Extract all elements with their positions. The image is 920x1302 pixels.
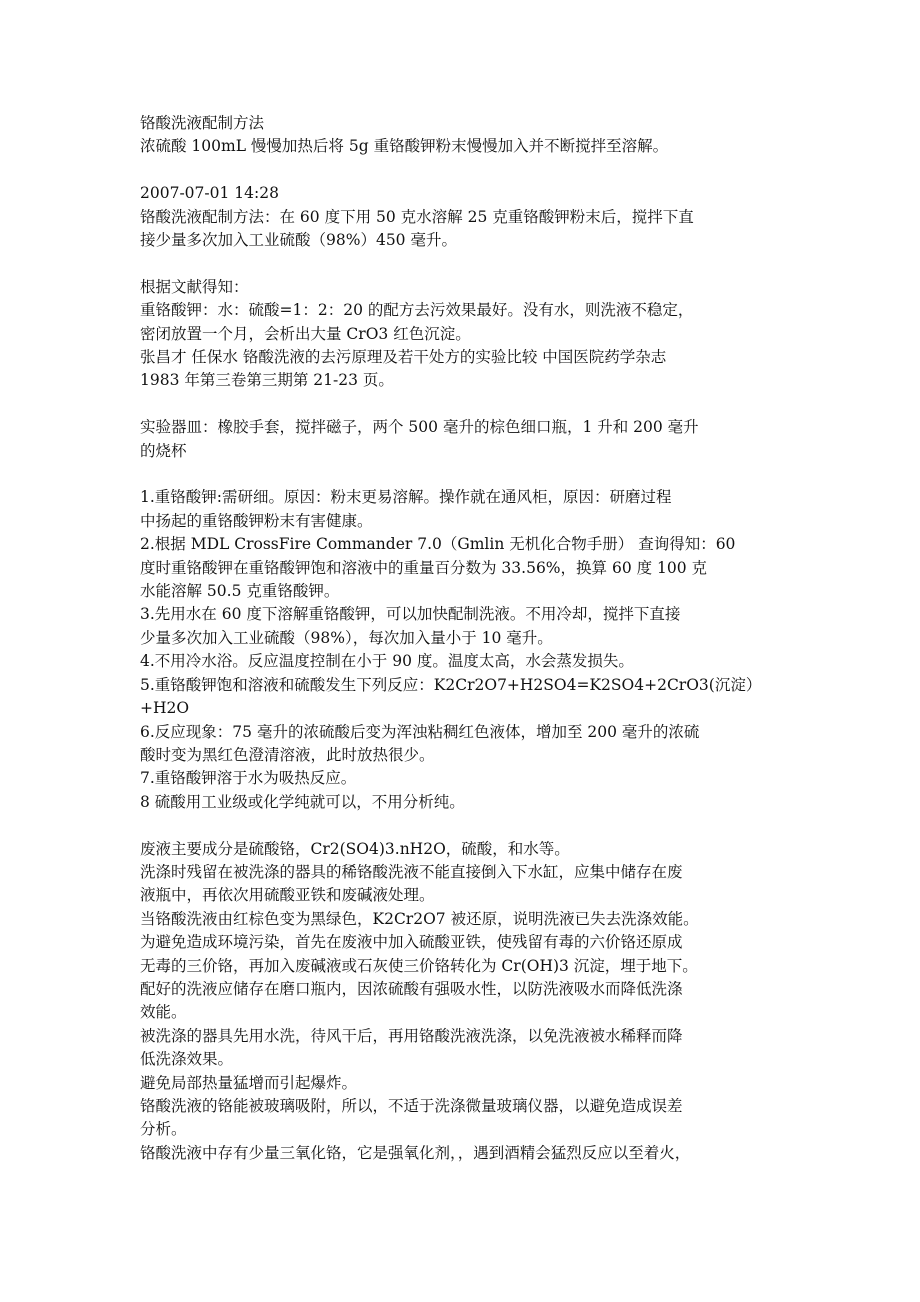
method-paragraph [140,206,786,253]
text-line: 铬酸洗液中存有少量三氧化铬，它是强氧化剂，，遇到酒精会猛烈反应以至着火， [140,1143,691,1162]
text-line: 被洗涤的器具先用水洗，待风干后，再用铬酸洗液洗涤，以免洗液被水稀释而降 [140,1026,683,1045]
text-line: 酸时变为黑红色澄清溶液，此时放热很少。 [140,745,435,764]
text-line: 实验器皿：橡胶手套，搅拌磁子，两个 500 毫升的棕色细口瓶，1 升和 200 毫升 [140,418,699,437]
text-line: 少量多次加入工业硫酸（98%），每次加入量小于 10 毫升。 [140,628,553,647]
text-line: 张昌才 任保水 铬酸洗液的去污原理及若干处方的实验比较 中国医院药学杂志 [140,348,667,367]
paragraph-gap [140,393,786,416]
intro-line: 浓硫酸 100mL 慢慢加热后将 5g 重铬酸钾粉末慢慢加入并不断搅拌至溶解。 [140,137,669,156]
text-line: 当铬酸洗液由红棕色变为黑绿色，K2Cr2O7 被还原，说明洗液已失去洗涤效能。 [140,909,699,928]
paragraph-gap [140,463,786,486]
text-line: 低洗涤效果。 [140,1050,234,1069]
text-line: 3.先用水在 60 度下溶解重铬酸钾，可以加快配制洗液。不用冷却，搅拌下直接 [140,605,681,624]
text-line: 重铬酸钾：水：硫酸=1：2：20 的配方去污效果最好。没有水，则洗液不稳定， [140,301,694,320]
text-line: 接少量多次加入工业硫酸（98%）450 毫升。 [140,231,457,250]
text-line: 配好的洗液应储存在磨口瓶内，因浓硫酸有强吸水性，以防洗液吸水而降低洗涤 [140,979,683,998]
text-line: 2.根据 MDL CrossFire Commander 7.0（Gmlin 无机化合物手册） 查询得知：60 [140,535,736,554]
literature-heading: 根据文献得知： [140,277,249,296]
text-line: 1.重铬酸钾:需研细。原因：粉末更易溶解。操作就在通风柜，原因：研磨过程 [140,488,672,507]
paragraph-gap [140,159,786,182]
text-line: 7.重铬酸钾溶于水为吸热反应。 [140,769,357,788]
text-line: 避免局部热量猛增而引起爆炸。 [140,1073,358,1092]
text-line: 为避免造成环境污染，首先在废液中加入硫酸亚铁，使残留有毒的六价铬还原成 [140,933,683,952]
text-line: 5.重铬酸钾饱和溶液和硫酸发生下列反应：K2Cr2O7+H2SO4=K2SO4+2CrO3(沉淀） [140,675,762,694]
steps-list [140,486,786,814]
text-line: 中扬起的重铬酸钾粉末有害健康。 [140,511,373,530]
text-line: 分析。 [140,1120,187,1139]
document-page [140,112,786,1165]
literature-paragraph [140,299,786,393]
text-line: 铬酸洗液配制方法：在 60 度下用 50 克水溶解 25 克重铬酸钾粉末后，搅拌下直 [140,207,694,226]
text-line: 度时重铬酸钾在重铬酸钾饱和溶液中的重量百分数为 33.56%，换算 60 度 100 克 [140,558,708,577]
text-line: 的烧杯 [140,441,187,460]
text-line: 液瓶中，再依次用硫酸亚铁和废碱液处理。 [140,886,435,905]
text-line: 1983 年第三卷第三期第 21-23 页。 [140,371,394,390]
text-line: 密闭放置一个月，会析出大量 CrO3 红色沉淀。 [140,324,471,343]
waste-paragraph [140,838,786,1166]
paragraph-gap [140,814,786,837]
text-line: 水能溶解 50.5 克重铬酸钾。 [140,582,340,601]
equipment-paragraph [140,416,786,463]
text-line: 废液主要成分是硫酸铬，Cr2(SO4)3.nH2O，硫酸，和水等。 [140,839,570,858]
timestamp: 2007-07-01 14:28 [140,184,279,203]
text-line: 6.反应现象：75 毫升的浓硫酸后变为浑浊粘稠红色液体，增加至 200 毫升的浓硫 [140,722,700,741]
text-line: 效能。 [140,1003,187,1022]
paragraph-gap [140,252,786,275]
text-line: 洗涤时残留在被洗涤的器具的稀铬酸洗液不能直接倒入下水缸，应集中储存在废 [140,862,683,881]
text-line: 8 硫酸用工业级或化学纯就可以，不用分析纯。 [140,792,465,811]
document-title: 铬酸洗液配制方法 [140,114,265,132]
text-line: +H2O [140,699,190,718]
text-line: 铬酸洗液的铬能被玻璃吸附，所以，不适于洗涤微量玻璃仪器，以避免造成误差 [140,1096,683,1115]
text-line: 无毒的三价铬，再加入废碱液或石灰使三价铬转化为 Cr(OH)3 沉淀，埋于地下。 [140,956,698,975]
text-line: 4.不用冷水浴。反应温度控制在小于 90 度。温度太高，水会蒸发损失。 [140,652,634,671]
